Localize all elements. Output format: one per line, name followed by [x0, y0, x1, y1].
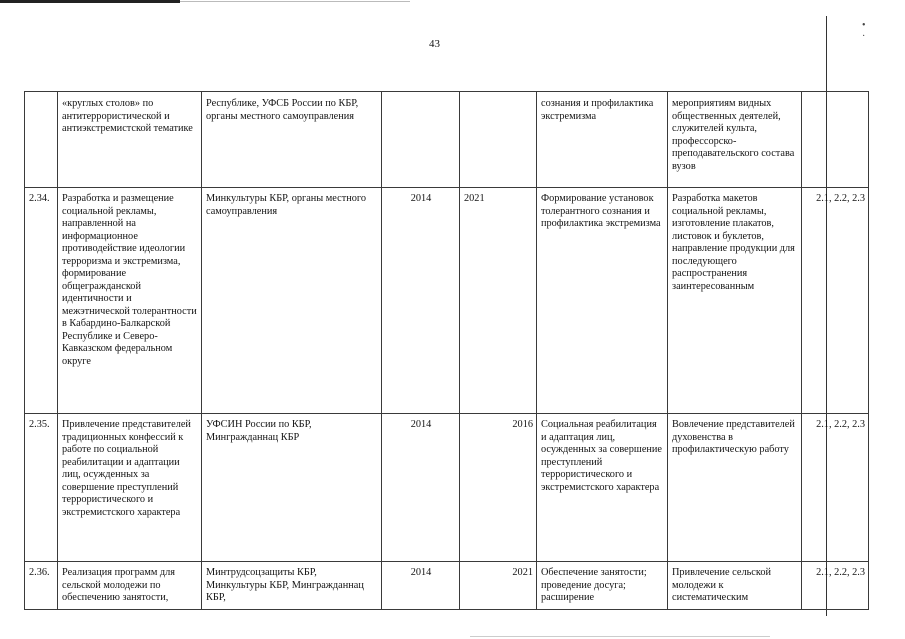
refs-cell: 2.1, 2.2, 2.3 — [802, 188, 869, 414]
year-start-cell: 2014 — [382, 414, 460, 562]
event-cell: Реализация программ для сельской молодежи по обеспечению занятости, — [58, 562, 202, 610]
bottom-rule-faint — [470, 636, 770, 637]
top-rule — [0, 0, 180, 3]
result-cell: Формирование установок толерантного сознания и профилактика экстремизма — [537, 188, 668, 414]
refs-cell: 2.1, 2.2, 2.3 — [802, 414, 869, 562]
result-cell: Социальная реабилитация и адаптация лиц, осужденных за совершение преступлений террористического и экстремистского характера — [537, 414, 668, 562]
row-number — [25, 92, 58, 188]
measures-table — [24, 91, 869, 610]
table-row — [25, 562, 869, 610]
result-cell: Обеспечение занятости; проведение досуга; расширение — [537, 562, 668, 610]
year-end-cell — [460, 92, 537, 188]
refs-cell: 2.1, 2.2, 2.3 — [802, 562, 869, 610]
scan-marks: • · — [862, 20, 880, 42]
description-cell: Вовлечение представителей духовенства в профилактическую работу — [668, 414, 802, 562]
result-cell: сознания и профилактика экстремизма — [537, 92, 668, 188]
row-number: 2.34. — [25, 188, 58, 414]
year-start-cell: 2014 — [382, 562, 460, 610]
executors-cell: УФСИН России по КБР, Мингражданнац КБР — [202, 414, 382, 562]
event-cell: «круглых столов» по антитеррористической и антиэкстремистской тематике — [58, 92, 202, 188]
page-number: 43 — [429, 38, 440, 50]
description-cell: Разработка макетов социальной рекламы, изготовление плакатов, листовок и буклетов, направление продукции для последующего распространения заинтересованным — [668, 188, 802, 414]
year-start-cell — [382, 92, 460, 188]
description-cell: мероприятиям видных общественных деятелей, служителей культа, профессорско-преподавательского состава вузов — [668, 92, 802, 188]
year-end-cell: 2016 — [460, 414, 537, 562]
executors-cell: Минкультуры КБР, органы местного самоуправления — [202, 188, 382, 414]
table-row — [25, 188, 869, 414]
year-start-cell: 2014 — [382, 188, 460, 414]
executors-cell: Республике, УФСБ России по КБР, органы местного самоуправления — [202, 92, 382, 188]
description-cell: Привлечение сельской молодежи к систематическим — [668, 562, 802, 610]
table-row — [25, 92, 869, 188]
year-end-cell: 2021 — [460, 562, 537, 610]
event-cell: Привлечение представителей традиционных конфессий к работе по социальной реабилитации и адаптации лиц, осужденных за совершение преступлений террористического и экстремистского характера — [58, 414, 202, 562]
row-number: 2.35. — [25, 414, 58, 562]
year-end-cell: 2021 — [460, 188, 537, 414]
row-number: 2.36. — [25, 562, 58, 610]
refs-cell — [802, 92, 869, 188]
table-row — [25, 414, 869, 562]
top-rule-faint — [180, 1, 410, 2]
executors-cell: Минтрудсоцзащиты КБР, Минкультуры КБР, Мингражданнац КБР, — [202, 562, 382, 610]
event-cell: Разработка и размещение социальной рекламы, направленной на информационное противодействие идеологии терроризма и экстремизма, формирование общегражданской идентичности и межэтнической толерантности в Кабардино-Балкарской Республике и Северо-Кавказском федеральном округе — [58, 188, 202, 414]
